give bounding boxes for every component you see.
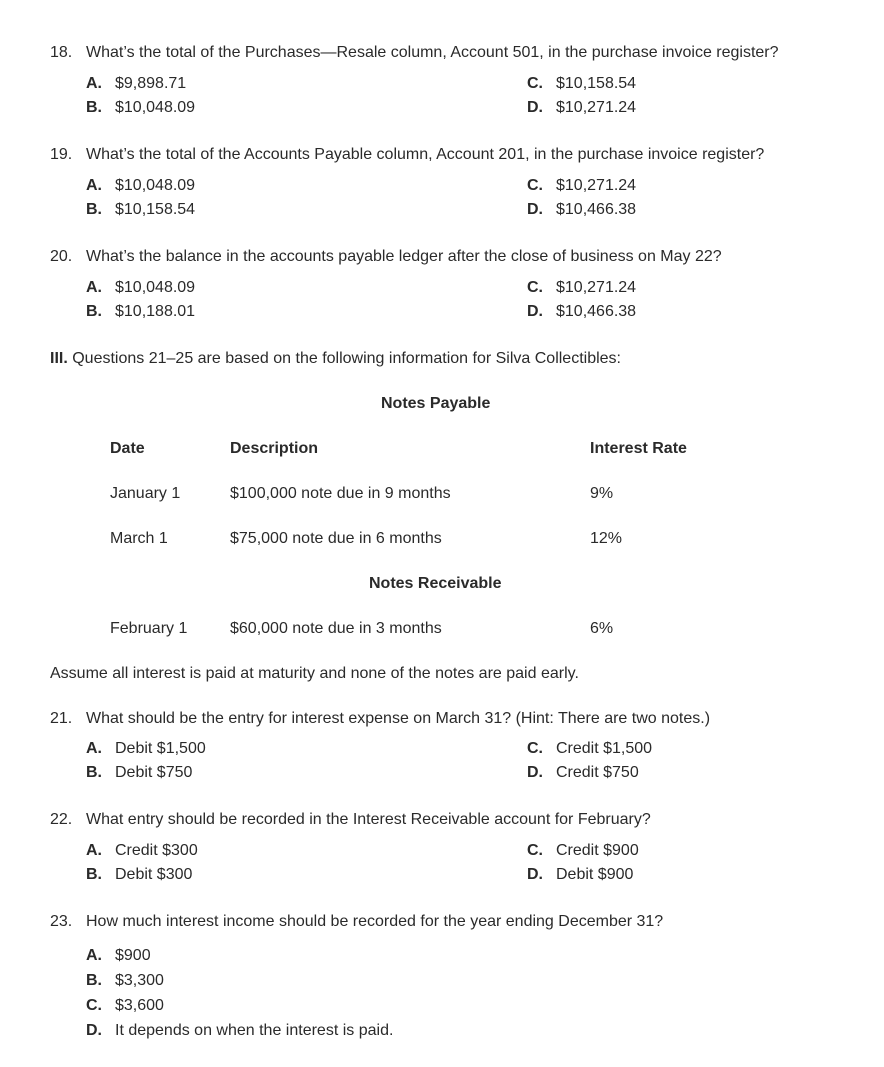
row-description: $75,000 note due in 6 months bbox=[230, 530, 442, 547]
option-a: A. Debit $1,500 bbox=[86, 740, 206, 757]
row-date: January 1 bbox=[110, 485, 181, 502]
header-date: Date bbox=[110, 440, 145, 457]
option-d: D. Credit $750 bbox=[527, 764, 639, 781]
option-d: D. Debit $900 bbox=[527, 866, 634, 883]
assumption-text: Assume all interest is paid at maturity and none of the notes are paid early. bbox=[50, 665, 579, 682]
option-a: A. $10,048.09 bbox=[86, 279, 196, 296]
option-c: C. $10,271.24 bbox=[527, 177, 637, 194]
question-number: 21. bbox=[50, 710, 73, 727]
section-label: III. bbox=[50, 350, 68, 367]
option-d: D. $10,466.38 bbox=[527, 303, 637, 320]
question-text: What entry should be recorded in the Interest Receivable account for February? bbox=[86, 811, 651, 828]
notes-receivable-title: Notes Receivable bbox=[369, 575, 502, 592]
row-date: February 1 bbox=[110, 620, 188, 637]
option-a: A. $10,048.09 bbox=[86, 177, 196, 194]
question-text: How much interest income should be recorded for the year ending December 31? bbox=[86, 913, 664, 930]
option-c: C. Credit $1,500 bbox=[527, 740, 653, 757]
option-a: A. Credit $300 bbox=[86, 842, 198, 859]
question-number: 22. bbox=[50, 811, 73, 828]
row-rate: 9% bbox=[590, 485, 614, 502]
option-c: C. $10,158.54 bbox=[527, 75, 637, 92]
row-description: $100,000 note due in 9 months bbox=[230, 485, 451, 502]
question-text: What’s the total of the Purchases—Resale column, Account 501, in the purchase invoice register? bbox=[86, 44, 779, 61]
option-d: D. It depends on when the interest is paid. bbox=[86, 1022, 394, 1039]
option-c: C. $10,271.24 bbox=[527, 279, 637, 296]
option-b: B. $10,048.09 bbox=[86, 99, 196, 116]
row-date: March 1 bbox=[110, 530, 168, 547]
notes-payable-title: Notes Payable bbox=[381, 395, 491, 412]
row-rate: 6% bbox=[590, 620, 614, 637]
option-b: B. $3,300 bbox=[86, 972, 164, 989]
option-b: B. Debit $300 bbox=[86, 866, 193, 883]
question-number: 23. bbox=[50, 913, 73, 930]
row-rate: 12% bbox=[590, 530, 623, 547]
option-b: B. $10,188.01 bbox=[86, 303, 196, 320]
option-c: C. Credit $900 bbox=[527, 842, 639, 859]
option-b: B. Debit $750 bbox=[86, 764, 193, 781]
question-number: 20. bbox=[50, 248, 73, 265]
section-3-intro bbox=[50, 349, 621, 369]
option-a: A. $900 bbox=[86, 947, 151, 964]
question-text: What’s the balance in the accounts payable ledger after the close of business on May 22? bbox=[86, 248, 722, 265]
row-description: $60,000 note due in 3 months bbox=[230, 620, 442, 637]
header-interest-rate: Interest Rate bbox=[590, 440, 687, 457]
option-b: B. $10,158.54 bbox=[86, 201, 196, 218]
question-number: 18. bbox=[50, 44, 73, 61]
question-text: What’s the total of the Accounts Payable column, Account 201, in the purchase invoice register? bbox=[86, 146, 765, 163]
option-d: D. $10,466.38 bbox=[527, 201, 637, 218]
option-c: C. $3,600 bbox=[86, 997, 164, 1014]
question-number: 19. bbox=[50, 146, 73, 163]
question-text: What should be the entry for interest expense on March 31? (Hint: There are two notes.) bbox=[86, 710, 711, 727]
section-intro-text: Questions 21–25 are based on the following information for Silva Collectibles: bbox=[72, 350, 621, 367]
option-a: A. $9,898.71 bbox=[86, 75, 187, 92]
option-d: D. $10,271.24 bbox=[527, 99, 637, 116]
header-description: Description bbox=[230, 440, 319, 457]
